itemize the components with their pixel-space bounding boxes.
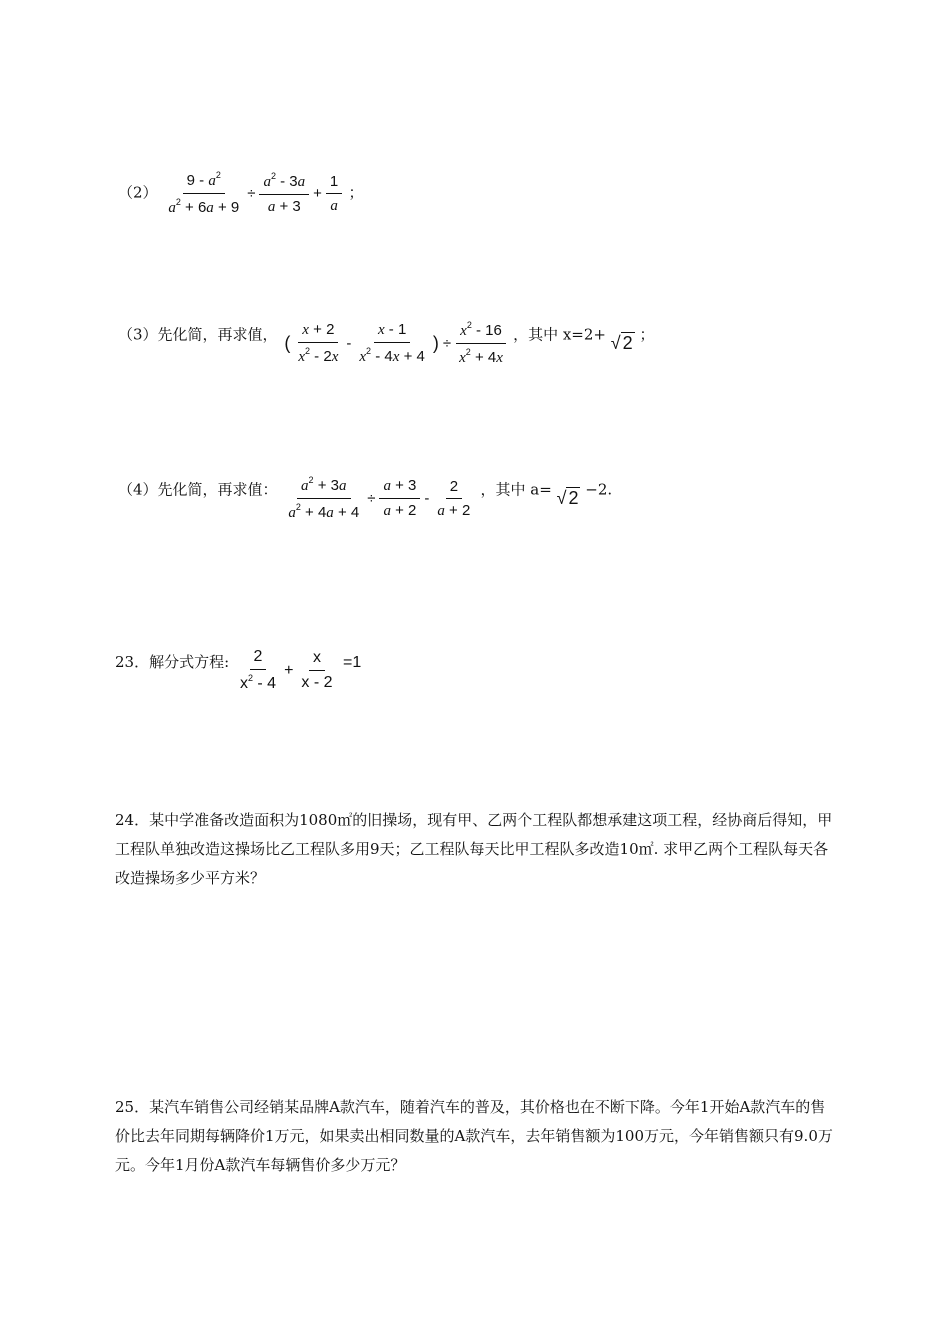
question-24: 24．某中学准备改造面积为1080㎡的旧操场，现有甲、乙两个工程队都想承建这项工程，经协商后得知，甲工程队单独改造这操场比乙工程队多用9天；乙工程队每天比甲工程队多改造10㎡. 求甲乙两个工程队每天各改造操场多少平方米？ <box>115 811 833 887</box>
question-3-end: ； <box>639 325 655 344</box>
question-2-tail: ； <box>348 183 364 202</box>
question-4 <box>118 475 612 523</box>
question-3-label: （3）先化简，再求值， <box>118 325 278 344</box>
question-23 <box>115 648 361 694</box>
question-23-label: 23．解分式方程: <box>115 653 230 672</box>
question-23-rhs: =1 <box>343 654 362 672</box>
question-4-end: −2. <box>585 480 613 499</box>
question-3 <box>118 320 654 368</box>
question-3-expression: ( $\frac{x + 2}{x^2 - 2x}$ - $\frac{x - 1}{x^2 - 4x + 4}$ ) ÷ $\frac{x^2 - 16}{x^2 + 4x}$ <box>282 335 513 352</box>
question-4-expression: $\frac{a^2 + 3a}{a^2 + 4a + 4}$ ÷ $\frac{a + 3}{a + 2}$ - $\frac{2}{a + 2}$ <box>288 475 471 522</box>
question-4-label: （4）先化简，再求值： <box>118 480 278 499</box>
question-25: 25．某汽车销售公司经销某品牌A款汽车，随着汽车的普及，其价格也在不断下降。今年1开始A款汽车的售价比去年同期每辆降价1万元，如果卖出相同数量的A款汽车，去年销售额为100万元，今年销售额只有9.0万元。今年1月份A款汽车每辆售价多少万元？ <box>115 1098 833 1174</box>
question-3-tail: ，其中 x=2+ <box>513 325 606 344</box>
sqrt-2-icon: √ 2 <box>610 333 633 354</box>
question-23-equation: $\frac{2}{x^2 - 4}$ + $\frac{x}{x - 2}$ <box>239 648 333 693</box>
sqrt-2-icon: √ 2 <box>556 488 579 509</box>
question-2 <box>118 170 363 218</box>
question-2-expression: $\frac{9 - a^2}{a^2 + 6a + 9}$ ÷ $\frac{a^2 - 3a}{a + 3}$ + $\frac{1}{a}$ <box>162 185 348 202</box>
question-2-label: （2） <box>118 183 158 202</box>
question-4-tail: ，其中 a= <box>480 480 552 499</box>
